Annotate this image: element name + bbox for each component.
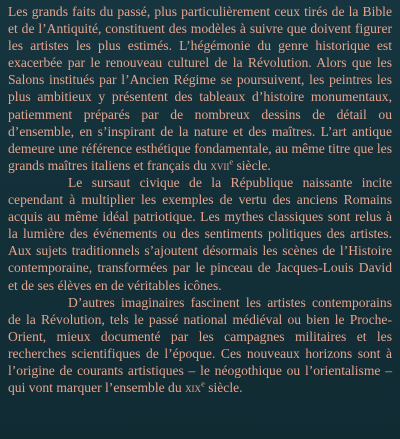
paragraph-1-text: Les grands faits du passé, plus particulièrement ceux tirés de la Bible et de l’Antiquité, constituent des modèles à suivre que doivent figurer les artistes les plus estimés. L’hégémonie du genre historique est exacerbée par le renouveau culturel de la Révolution. Alors que les Salons institués par l’Ancien Régime se poursuivent, les peintres les plus ambitieux y présentent des tableaux d’histoire monumentaux, patiemment préparés par de nombreux dessins de détail ou d’ensemble, en s’inspirant de la nature et des maîtres. L’art antique demeure une référence esthétique fondamentale, au même titre que les grands maîtres italiens et français du	[8, 4, 392, 173]
paragraph-3-text: D’autres imaginaires fascinent les artistes contemporains de la Révolution, tels le passé national médiéval ou bien le Proche-Orient, mieux documenté par les campagnes militaires et les recherches scientifiques de l’époque. Ces nouveaux horizons sont à l’origine de courants artistiques – le néogothique ou l’orientalisme – qui vont marquer l’ensemble du	[8, 294, 392, 396]
paragraph-1	[8, 3, 392, 174]
century-numeral-17: xvii	[210, 157, 230, 173]
paragraph-3	[8, 294, 392, 397]
paragraph-2: Le sursaut civique de la République naissante incite cependant à multiplier les exemples de vertu des anciens Romains acquis au même idéal patriotique. Les mythes classiques sont relus à la lumière des événements ou des sentiments politiques des artistes. Aux sujets traditionnels s’ajoutent désormais les scènes de l’Histoire contemporaine, transformées par le pinceau de Jacques-Louis David et de ses élèves en de véritables icônes.	[8, 174, 392, 293]
century-suffix-2: e	[201, 378, 205, 389]
century-numeral-19: xix	[185, 380, 202, 396]
century-suffix: e	[229, 156, 234, 167]
paragraph-1-end: siècle.	[233, 157, 271, 173]
paragraph-3-end: siècle.	[204, 380, 243, 396]
